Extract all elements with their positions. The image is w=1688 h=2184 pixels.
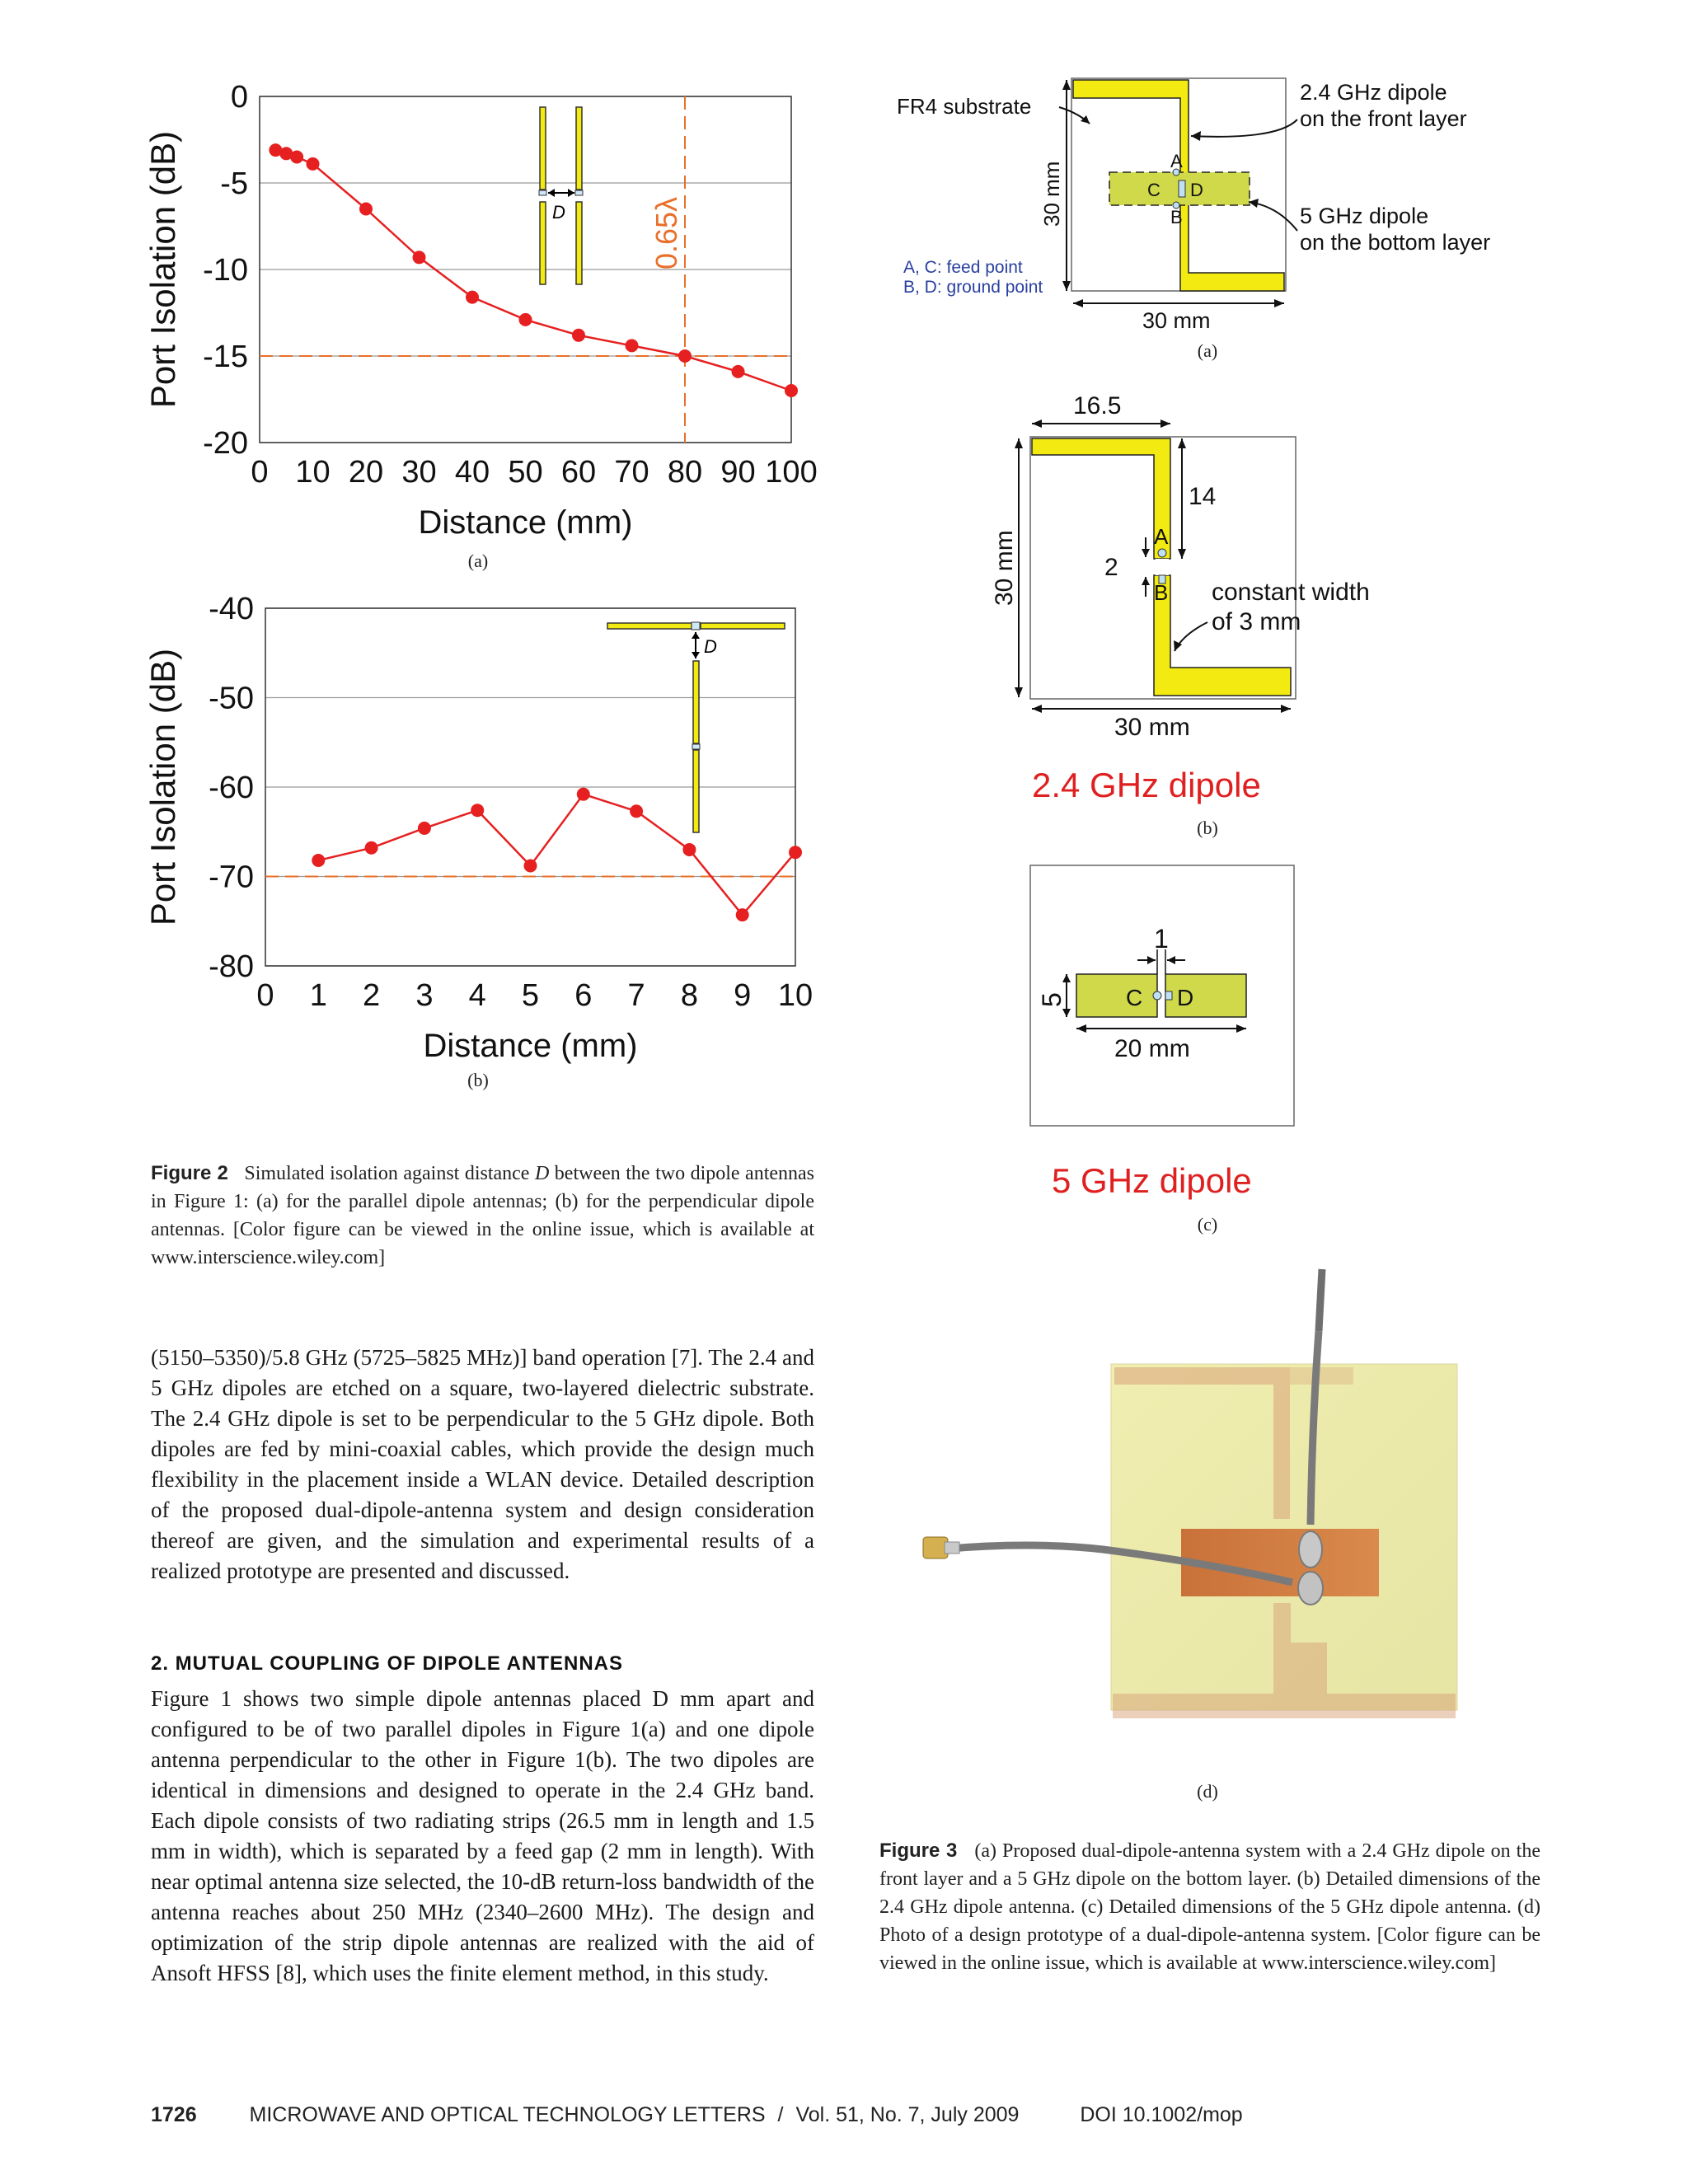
x-tick-label: 2 [363,978,381,1013]
fig3-sublabel-b: (b) [1197,818,1218,838]
x-tick-label: 8 [680,978,698,1013]
x-tick-label: 50 [508,455,543,490]
fig3-sublabel-a: (a) [1197,340,1218,361]
dim-16-5: 16.5 [1073,392,1122,419]
x-tick-label: 100 [765,455,818,490]
y-axis-label: Port Isolation (dB) [143,648,182,926]
chart-a-group [143,80,818,541]
y-tick-label: -40 [209,592,254,626]
dim-2: 2 [1104,554,1118,581]
dipole5-label-2: on the bottom layer [1300,230,1491,255]
figure3-caption-text: (a) Proposed dual-dipole-antenna system with a 2.4 GHz dipole on the front layer and a 5 GHz dipole on the bottom layer. (b) Detailed dimensions of the 2.4 GHz dipole antenna. (c) Detailed dimensions of the 5 GHz dipole antenna. (d) Photo of a design prototype of a dual-dipole-antenna system. [Color figure can be viewed in the online issue, which is available at www.interscience.wiley.com] [879,1840,1541,1974]
data-point [307,157,320,171]
page-number: 1726 [151,2103,197,2126]
figure2a-chart [140,78,832,540]
fr4-label: FR4 substrate [897,94,1032,119]
figure2-label: Figure 2 [151,1162,228,1184]
para2-text: Figure 1 shows two simple dipole antennas placed D mm apart and configured to be of two parallel dipoles in Figure 1(a) and one dipole antenna perpendicular to the other in Figure 1(b). The two dipoles are identical in dimensions and designed to operate in the 2.4 GHz band. Each dipole consists of two radiating strips (26.5 mm in length and 1.5 mm in width), which is separated by a feed gap (2 mm in length). With near optimal antenna size selected, the 10-dB return-loss bandwidth of the antenna reaches about 250 MHz (2340–2600 MHz). The design and optimization of the strip dipole antennas are realized with the aid of Ansoft HFSS [8], which uses the finite element method, in this study. [151,1686,814,1985]
figure2-caption-var: D [534,1163,550,1184]
y-axis-label: Port Isolation (dB) [143,130,182,409]
note-constant-width: constant width [1212,579,1370,606]
data-point [413,251,426,264]
data-point [312,854,325,867]
footer-separator: / [777,2103,784,2126]
dim-5: 5 [1037,992,1067,1007]
chart-b-group [143,592,813,1064]
fig2-sublabel-a: (a) [467,551,489,571]
fig3a-dim-h: 30 mm [1142,308,1211,333]
fig3a-dim-v: 30 mm [1039,161,1064,227]
journal-name: MICROWAVE AND OPTICAL TECHNOLOGY LETTERS [249,2103,766,2126]
y-tick-label: -50 [209,681,254,716]
figure3-label: Figure 3 [879,1840,958,1862]
x-tick-label: 10 [295,455,331,490]
data-point [630,804,643,818]
data-point [785,384,798,397]
x-tick-label: 4 [468,978,486,1013]
data-point [471,804,484,817]
point-d-label: D [1190,180,1203,200]
data-point [466,291,479,304]
x-tick-label: 9 [734,978,752,1013]
data-point [732,365,745,378]
fig3c-point-d: D [1177,985,1194,1010]
x-tick-label: 3 [415,978,434,1013]
perpendicular-dipole-inset [607,622,785,832]
fig3b-point-b: B [1154,580,1169,605]
figure3c-diagram [1014,857,1311,1212]
note-3mm: of 3 mm [1212,608,1301,635]
x-tick-label: 70 [614,455,649,490]
dipole5-left-strip [1076,974,1157,1017]
body-paragraph-1 [151,1343,814,1586]
data-point [626,339,639,352]
page-footer [151,2103,1552,2127]
x-tick-label: 5 [521,978,540,1013]
figure3b-diagram [973,387,1370,816]
dipole24-label-1: 2.4 GHz dipole [1300,80,1447,105]
x-tick-label: 1 [309,978,327,1013]
parallel-dipole-inset [539,107,583,284]
x-tick-label: 40 [454,455,490,490]
wavelength-annotation: 0.65λ [649,196,683,269]
point-a-label: A [1170,151,1183,171]
y-tick-label: 0 [230,80,248,115]
fig3b-point-a: A [1154,524,1169,549]
point-b-label: B [1170,207,1183,227]
figure3a-diagram [890,70,1533,342]
dipole5-title: 5 GHz dipole [1052,1161,1252,1200]
x-tick-label: 7 [627,978,645,1013]
data-point [290,151,303,164]
dipole5-label-1: 5 GHz dipole [1300,204,1429,228]
figure2-caption [151,1160,814,1272]
body-paragraph-2 [151,1684,814,1989]
y-tick-label: -60 [209,771,254,805]
figure2-caption-post: between the two dipole antennas in Figure 1: (a) for the parallel dipole antennas; (b) for the perpendicular dipole antennas. [Color figure can be viewed in the online issue, which is available at www.interscience.wiley.com] [151,1163,815,1268]
journal-doi: DOI 10.1002/mop [1080,2103,1243,2126]
inset-d-label-a: D [552,202,565,223]
data-point [519,313,532,326]
data-point [682,843,696,856]
data-series-line [318,794,795,915]
data-point [789,846,802,859]
inset-d-label-b: D [704,636,717,657]
x-tick-label: 6 [574,978,593,1013]
figure2b-chart [140,593,832,1063]
x-tick-label: 60 [560,455,597,490]
y-tick-label: -70 [209,860,254,895]
data-point [365,841,378,855]
figure2-caption-pre: Simulated isolation against distance [244,1163,530,1184]
y-tick-label: -5 [220,166,248,201]
figure3-caption [879,1837,1540,1977]
prototype-photo [898,1257,1541,1772]
fig3c-point-c: C [1126,985,1143,1010]
fig2-sublabel-b: (b) [467,1070,489,1090]
data-series-line [275,150,791,391]
para1-text: (5150–5350)/5.8 GHz (5725–5825 MHz)] band operation [7]. The 2.4 and 5 GHz dipoles are etched on a square, two-layered dielectric substrate. The 2.4 GHz dipole is set to be perpendicular to the 5 GHz dipole. Both dipoles are fed by mini-coaxial cables, which provide the design much flexibility in the placement inside a WLAN device. Detailed description of the proposed dual-dipole-antenna system and design consideration thereof are given, and the simulation and experimental results of a realized prototype are presented and discussed. [151,1345,814,1583]
fig3-sublabel-d: (d) [1197,1781,1218,1802]
data-point [359,203,373,216]
y-tick-label: -10 [203,253,248,288]
x-tick-label: 20 [348,455,384,490]
dim-14: 14 [1189,483,1217,510]
x-tick-label: 10 [777,978,814,1013]
dim-20mm: 20 mm [1114,1035,1190,1062]
data-point [524,859,537,872]
dipole24-label-2: on the front layer [1300,106,1467,131]
section-heading: 2. MUTUAL COUPLING OF DIPOLE ANTENNAS [151,1652,624,1675]
x-tick-label: 0 [256,978,274,1013]
x-tick-label: 30 [401,455,437,490]
y-tick-label: -80 [209,949,254,984]
journal-volume: Vol. 51, No. 7, July 2009 [795,2103,1020,2126]
x-tick-label: 90 [720,455,756,490]
fig3b-dim-h: 30 mm [1114,714,1190,741]
x-tick-label: 80 [667,455,703,490]
data-point [577,788,590,801]
y-tick-label: -15 [203,340,248,374]
data-point [572,329,585,342]
x-tick-label: 0 [251,455,269,490]
data-point [678,349,692,363]
data-point [736,908,749,921]
legend-feed-point: A, C: feed point [903,258,1023,277]
x-axis-label: Distance (mm) [418,504,633,541]
point-c-label: C [1147,180,1160,200]
dim-1: 1 [1154,924,1169,954]
fig3b-dim-v: 30 mm [991,530,1018,606]
fig3-sublabel-c: (c) [1197,1214,1218,1235]
y-tick-label: -20 [203,426,248,461]
data-point [418,822,431,835]
dipole24-title: 2.4 GHz dipole [1032,766,1261,804]
legend-ground-point: B, D: ground point [903,278,1043,297]
x-axis-label: Distance (mm) [423,1028,638,1064]
